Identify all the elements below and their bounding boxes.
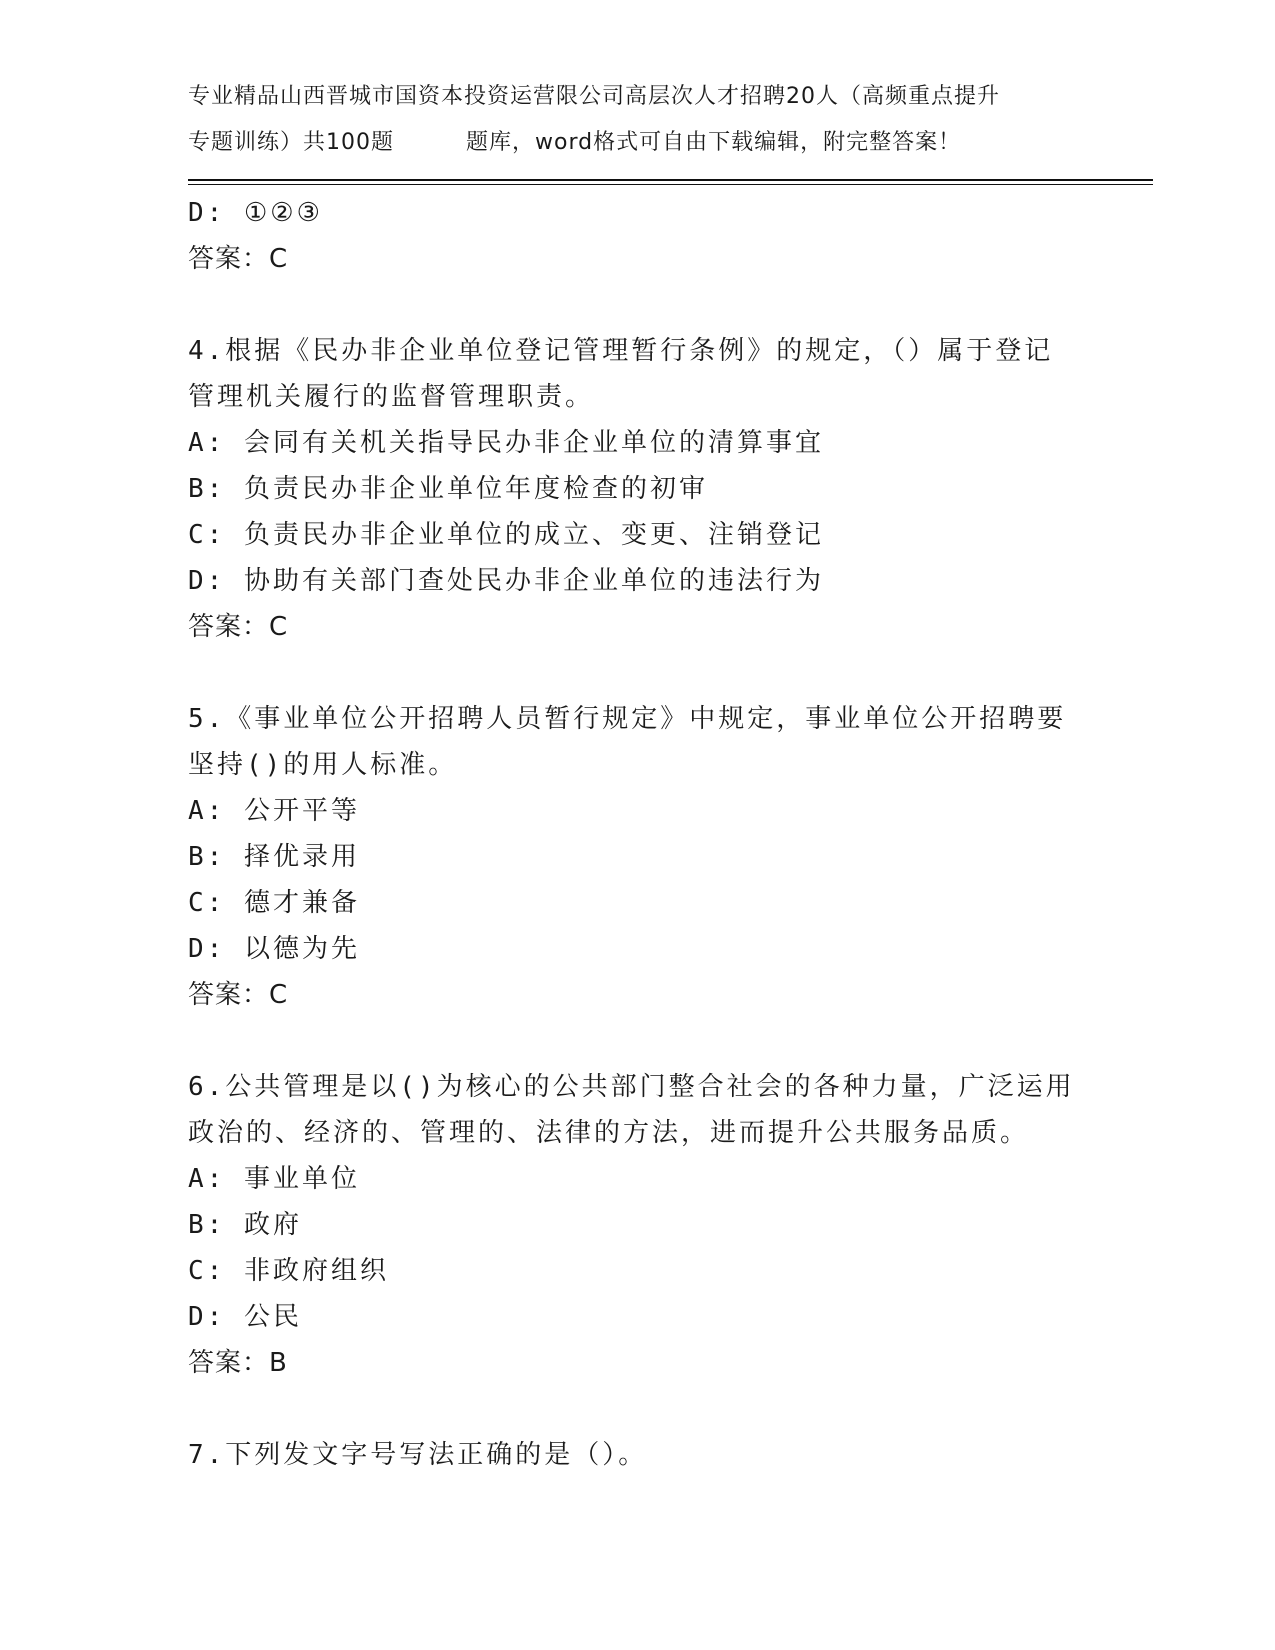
question-stem-line-1: 6.公共管理是以()为核心的公共部门整合社会的各种力量，广泛运用	[188, 1072, 1075, 1102]
spacer	[188, 650, 1088, 696]
document-body	[188, 190, 1088, 1478]
answer: 答案：C	[188, 612, 289, 642]
spacer	[188, 282, 1088, 328]
question-3-tail	[188, 190, 1088, 282]
option-c: C: 负责民办非企业单位的成立、变更、注销登记	[188, 520, 824, 550]
question-6	[188, 1064, 1088, 1386]
header-divider-thick	[188, 179, 1153, 181]
spacer	[188, 1018, 1088, 1064]
document-header	[188, 74, 1088, 166]
option-d: D: 公民	[188, 1302, 302, 1332]
answer: 答案：B	[188, 1348, 288, 1378]
question-4	[188, 328, 1088, 650]
option-d: D: 协助有关部门查处民办非企业单位的违法行为	[188, 566, 824, 596]
question-stem-line-1: 5.《事业单位公开招聘人员暂行规定》中规定，事业单位公开招聘要	[188, 704, 1067, 734]
header-title-part-1: 专题训练）共100题	[188, 130, 394, 155]
question-7	[188, 1432, 1088, 1478]
answer: 答案：C	[188, 980, 289, 1010]
option-b: B: 负责民办非企业单位年度检查的初审	[188, 474, 708, 504]
header-title-part-2: 题库，word格式可自由下载编辑，附完整答案！	[466, 130, 962, 155]
option-b: B: 政府	[188, 1210, 302, 1240]
option-a: A: 会同有关机关指导民办非企业单位的清算事宜	[188, 428, 824, 458]
header-title-line-2	[188, 120, 1088, 166]
option-c: C: 德才兼备	[188, 888, 360, 918]
option-d: D: 以德为先	[188, 934, 360, 964]
header-divider-thin	[188, 184, 1153, 185]
option-a: A: 事业单位	[188, 1164, 360, 1194]
question-stem-line-2: 管理机关履行的监督管理职责。	[188, 382, 595, 412]
question-stem-line-1: 4.根据《民办非企业单位登记管理暂行条例》的规定，（）属于登记	[188, 336, 1054, 366]
question-5	[188, 696, 1088, 1018]
spacer	[188, 1386, 1088, 1432]
question-stem-line-2: 政治的、经济的、管理的、法律的方法，进而提升公共服务品质。	[188, 1118, 1030, 1148]
header-title-line-1: 专业精品山西晋城市国资本投资运营限公司高层次人才招聘20人（高频重点提升	[188, 84, 1000, 109]
question-stem-line-1: 7.下列发文字号写法正确的是（）。	[188, 1440, 648, 1470]
option-c: C: 非政府组织	[188, 1256, 389, 1286]
option-b: B: 择优录用	[188, 842, 360, 872]
question-stem-line-2: 坚持()的用人标准。	[188, 750, 458, 780]
option-d: D: ①②③	[188, 198, 323, 228]
answer: 答案：C	[188, 244, 289, 274]
option-a: A: 公开平等	[188, 796, 360, 826]
